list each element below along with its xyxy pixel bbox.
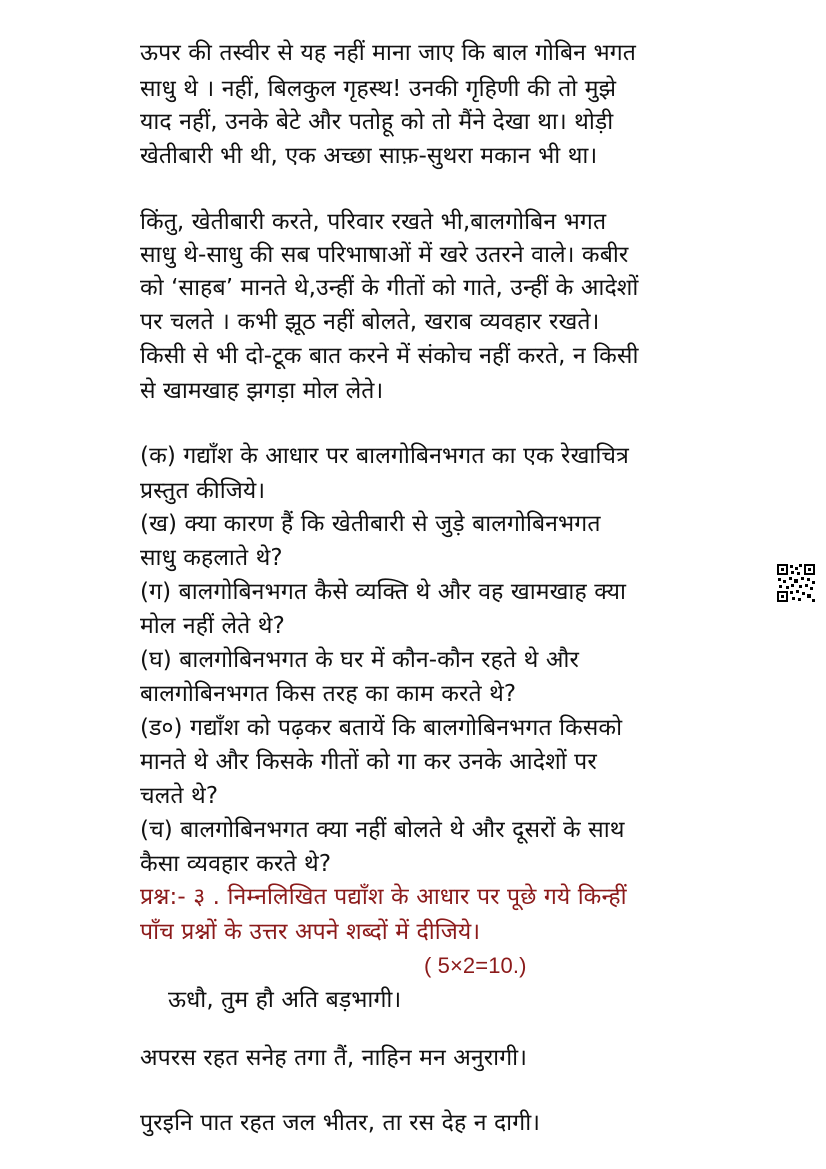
paragraph2-line-6: से खामखाह झगड़ा मोल लेते। [140,378,384,404]
question-nga-line-2: मानते थे और किसके गीतों को गा कर उनके आदेशों पर [140,749,597,775]
question-ga-line-2: मोल नहीं लेते थे? [140,613,285,639]
question3-heading-line-2: पाँच प्रश्नों के उत्तर अपने शब्दों में दीजिये। [140,919,481,945]
question3-heading-line-1: प्रश्न:- ३ . निम्नलिखित पद्याँश के आधार पर पूछे गये किन्हीं [140,884,627,910]
qr-code-icon [776,563,816,603]
question-cha-line-2: कैसा व्यवहार करते थे? [140,851,332,877]
paragraph2-line-2: साधु थे-साधु की सब परिभाषाओं में खरे उतरने वाले। कबीर [140,242,629,268]
question-gha-line-1: (घ) बालगोबिनभगत के घर में कौन-कौन रहते थे और [140,647,579,673]
question-nga-line-1: (ड०) गद्याँश को पढ़कर बतायें कि बालगोबिनभगत किसको [140,715,623,741]
paragraph1-line-1: ऊपर की तस्वीर से यह नहीं माना जाए कि बाल गोबिन भगत [140,40,636,66]
question-ga-line-1: (ग) बालगोबिनभगत कैसे व्यक्ति थे और वह खामखाह क्या [140,579,627,605]
paragraph1-line-3: याद नहीं, उनके बेटे और पतोहू को तो मैंने देखा था। थोड़ी [140,109,614,135]
paragraph1-line-4: खेतीबारी भी थी, एक अच्छा साफ़-सुथरा मकान भी था। [140,143,598,169]
poem-line-1: ऊधौ, तुम हौ अति बड़भागी। [168,987,402,1013]
paragraph2-line-5: किसी से भी दो-टूक बात करने में संकोच नहीं करते, न किसी [140,343,639,369]
poem-line-3: पुरइनि पात रहत जल भीतर, ता रस देह न दागी। [140,1110,541,1136]
paragraph2-line-1: किंतु, खेतीबारी करते, परिवार रखते भी,बालगोबिन भगत [140,209,607,235]
question-ka-line-2: प्रस्तुत कीजिये। [140,478,266,504]
question-kha-line-2: साधु कहलाते थे? [140,545,283,571]
paragraph2-line-3: को ‘साहब’ मानते थे,उन्हीं के गीतों को गाते, उन्हीं के आदेशों [140,275,639,301]
question-cha-line-1: (च) बालगोबिनभगत क्या नहीं बोलते थे और दूसरों के साथ [140,817,625,843]
paragraph2-line-4: पर चलते । कभी झूठ नहीं बोलते, खराब व्यवहार रखते। [140,309,600,335]
question-ka-line-1: (क) गद्याँश के आधार पर बालगोबिनभगत का एक रेखाचित्र [140,443,629,469]
paragraph1-line-2: साधु थे । नहीं, बिलकुल गृहस्थ! उनकी गृहिणी की तो मुझे [140,76,617,102]
question-gha-line-2: बालगोबिनभगत किस तरह का काम करते थे? [140,681,517,707]
question-nga-line-3: चलते थे? [140,783,219,809]
poem-line-2: अपरस रहत सनेह तगा तैं, नाहिन मन अनुरागी। [140,1045,528,1071]
marks-allocation: ( 5×2=10.) [424,953,527,978]
question-kha-line-1: (ख) क्या कारण हैं कि खेतीबारी से जुड़े बालगोबिनभगत [140,511,601,537]
